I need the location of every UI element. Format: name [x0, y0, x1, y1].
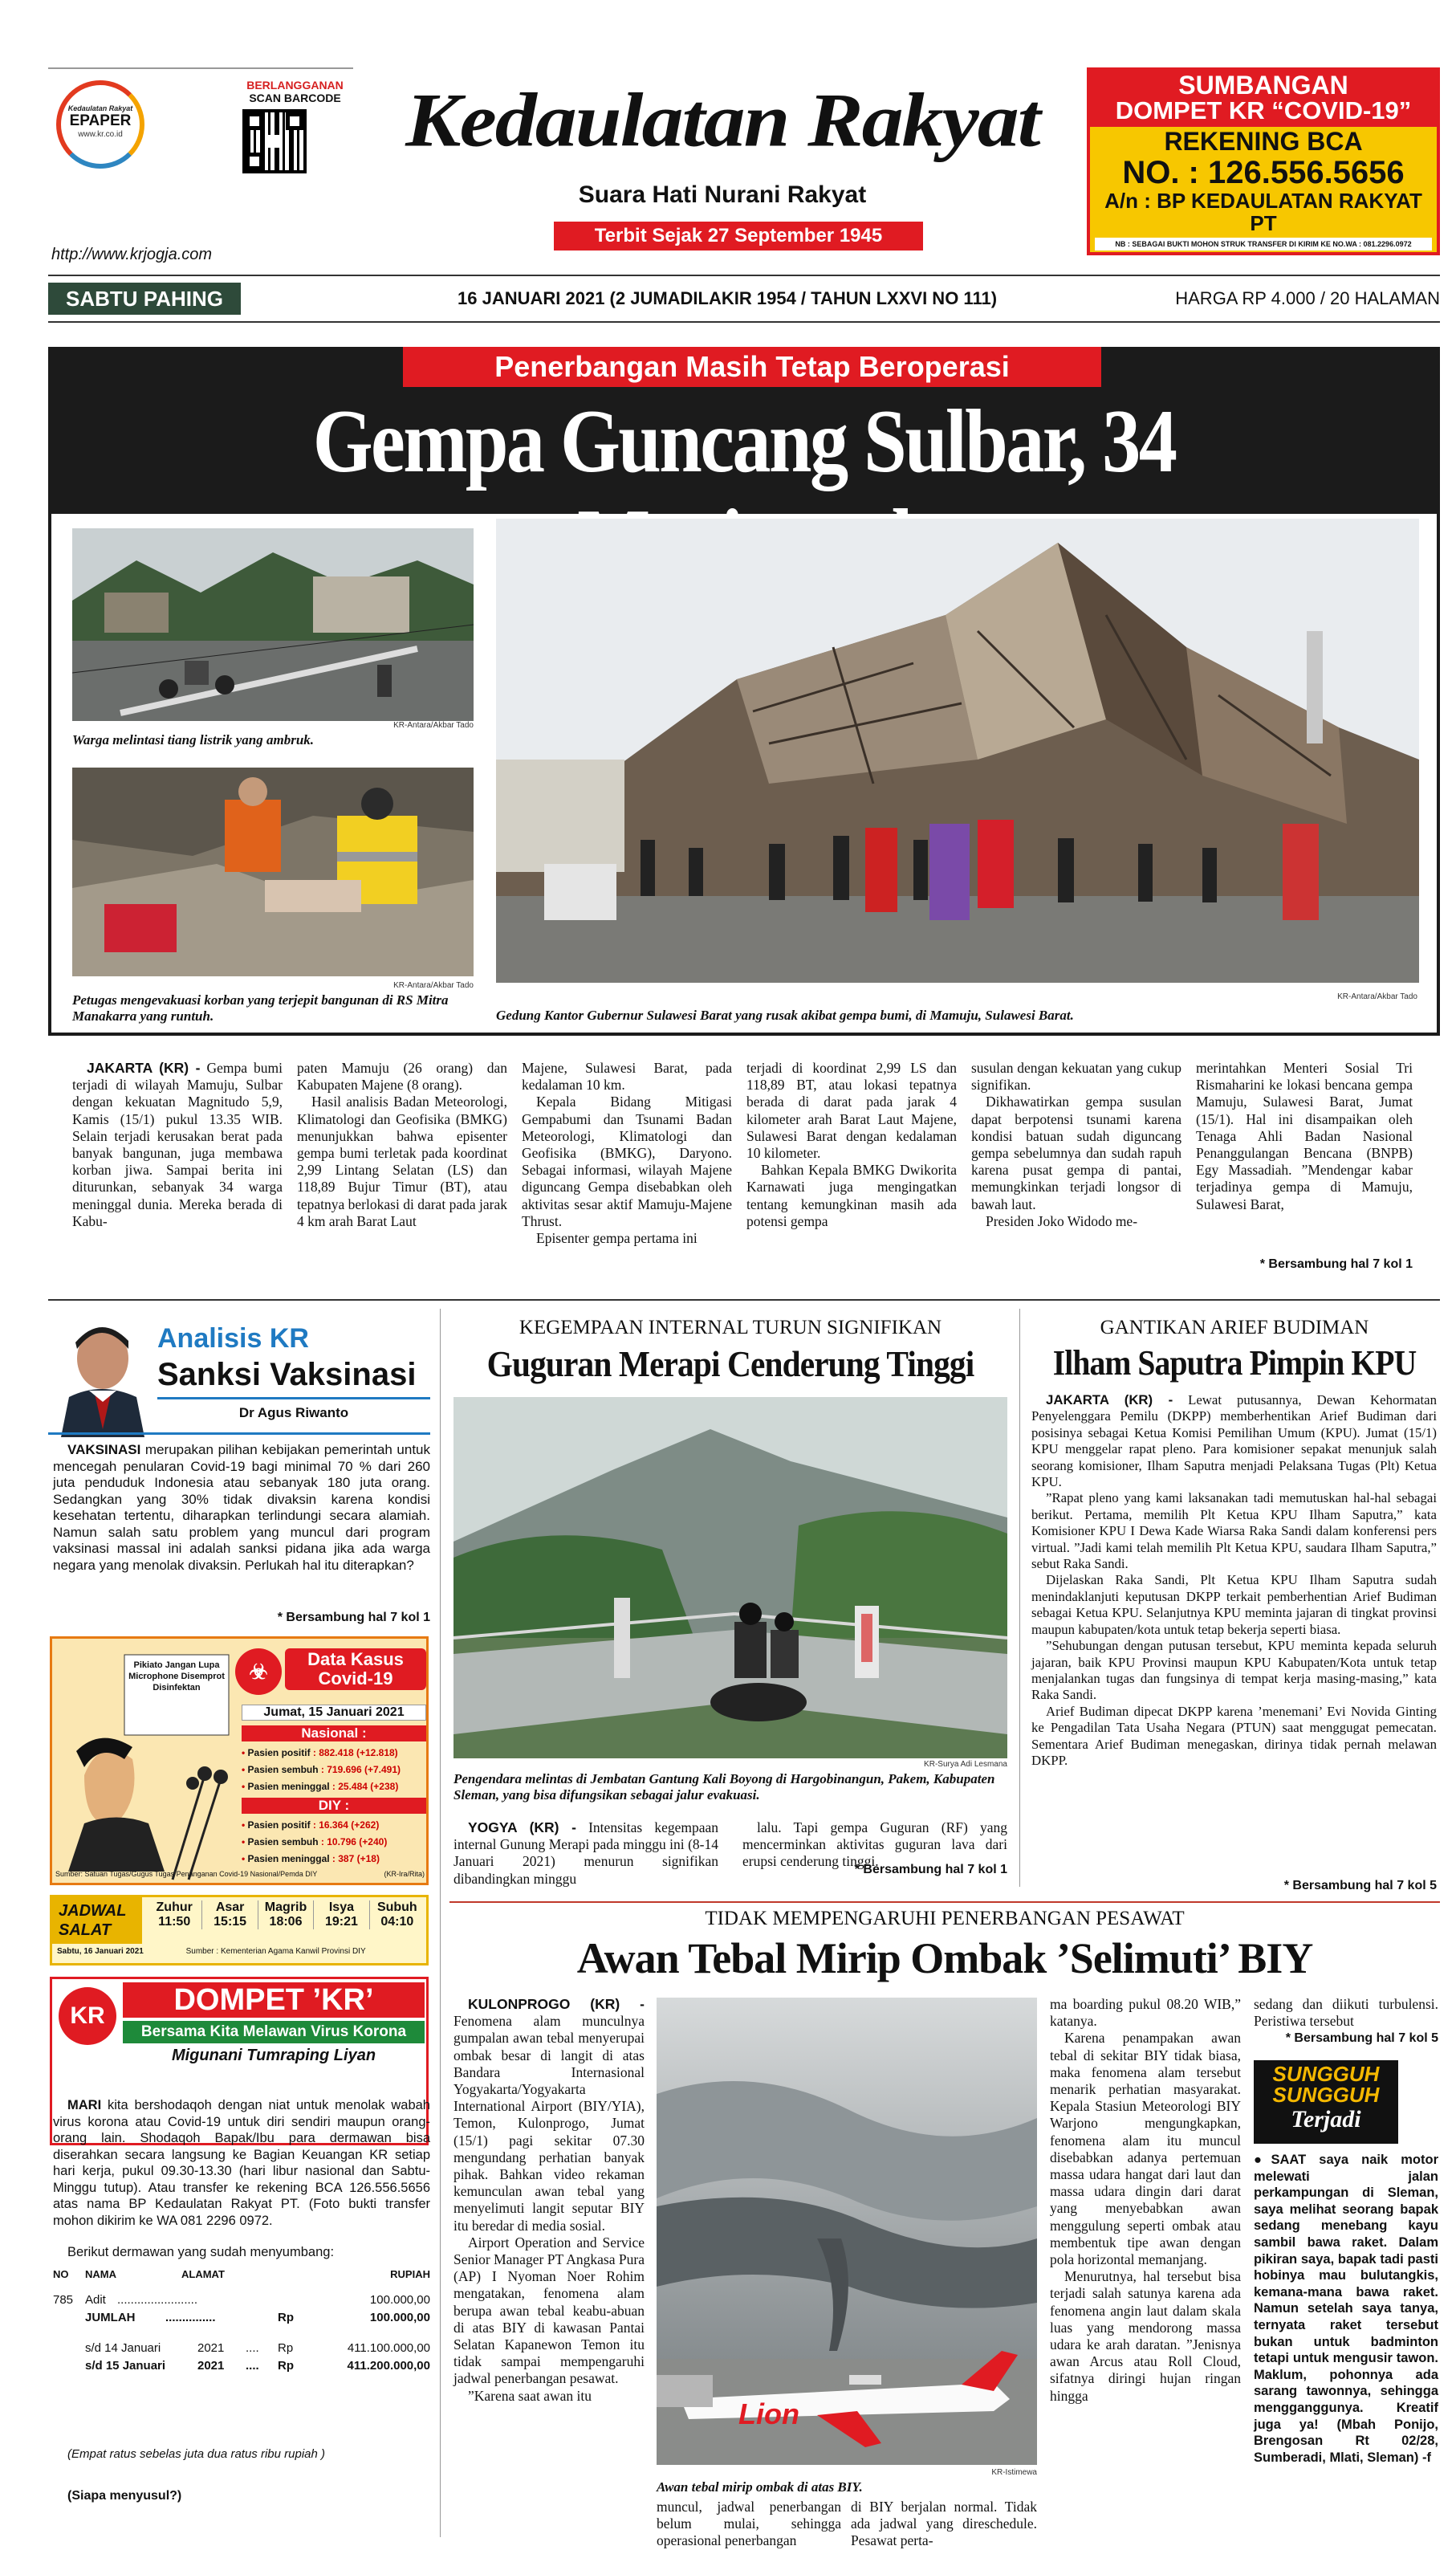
- covid-diy-list: [242, 1817, 426, 1868]
- photo1-credit: KR-Antara/Akbar Tado: [393, 721, 474, 730]
- biy-col-1: KULONPROGO (KR) - Fenomena alam munculnya gumpalan awan tebal menyerupai ombak besar di langit di atas Bandara Internasional Yogyakarta/Yogyakarta International Airport (BIY/YIA), Temon, Kulonprogo, Jumat (15/1) pagi sekitar 07.30 mengundang perhatian banyak pihak. Bahkan video rekaman kemunculan awan tebal yang menyelimuti langit seputar BIY itu beredar di media sosial. Airport Operation and Service Senior Manager PT Angkasa Pura (AP) I Nyoman Noer Rohim mengatakan, fenomena alam berupa awan tebal keabu-abuan di atas BIY di kawasan Pantai Selatan Kapanewon Temon itu tidak sampai mempengaruhi jadwal penerbangan pesawat. ”Karena saat awan itu: [453, 1996, 645, 2404]
- kpu-headline: Ilham Saputra Pimpin KPU: [1052, 1343, 1417, 1383]
- lead-col-1: JAKARTA (KR) - Gempa bumi terjadi di wilayah Mamuju, Sulbar dengan kekuatan Magnitudo 5,9, Kamis (15/1) pukul 13.35 WIB. Selain terjadi kerusakan berat pada banyak bangunan, juga membawa korban jiwa. Sampai berita ini diturunkan, sebanyak 34 warga meninggal dunia. Mereka berada di Kabu-: [72, 1060, 283, 1229]
- analisis-author: Dr Agus Riwanto: [238, 1405, 349, 1420]
- photo3-caption: Gedung Kantor Gubernur Sulawesi Barat yang rusak akibat gempa bumi, di Mamuju, Sulawesi Barat.: [496, 1008, 1074, 1023]
- day-label: SABTU PAHING: [48, 283, 241, 315]
- lead-photo-street: [72, 528, 474, 721]
- lead-continuation[interactable]: * Bersambung hal 7 kol 1: [1259, 1257, 1413, 1271]
- lead-col-2: paten Mamuju (26 orang) dan Kabupaten Majene (8 orang). Hasil analisis Badan Meteorologi, Klimatologi dan Geofisika (BMKG) menunjukkan bahwa episenter gempa bumi terletak pada koordinat 2,99 Lintang Selatan (LS) dan 118,89 Bujur Timur (BT), atau tepatnya berlokasi di darat pada jarak 4 km arah Barat Laut: [297, 1060, 507, 1229]
- biy-col-4: sedang dan diikuti turbulensi. Peristiwa tersebut: [1254, 1996, 1438, 2030]
- merapi-col-1: YOGYA (KR) - Intensitas kegempaan internal Gunung Merapi pada minggu ini (8-14 Januari 2021) menurun signifikan dibandingkan minggu: [453, 1819, 718, 1887]
- covid-row: • Pasien sembuh : 719.696 (+7.491): [242, 1764, 401, 1775]
- merapi-col-2: lalu. Tapi gempa Guguran (RF) yang mencerminkan aktivitas guguran lava dari erupsi cenderung tinggi.: [742, 1819, 1007, 1870]
- covid-nasional-list: [242, 1745, 426, 1795]
- price: HARGA RP 4.000 / 20 HALAMAN: [1175, 288, 1440, 308]
- epaper-url: www.kr.co.id: [78, 130, 123, 139]
- analisis-continuation[interactable]: * Bersambung hal 7 kol 1: [277, 1611, 430, 1624]
- biy-credit: KR-Istimewa: [991, 2468, 1037, 2477]
- covid-diy: DIY :: [242, 1798, 426, 1814]
- covid-title: Data Kasus Covid-19: [285, 1648, 426, 1690]
- analisis-body: VAKSINASI merupakan pilihan kebijakan pemerintah untuk mencegah penularan Covid-19 bagi minimal 70 % dari 260 juta penduduk Indonesia atau sebanyak 180 juta orang. Sedangkan yang 30% tidak divaksin karena kondisi kesehatan tertentu, diharapkan terlindungi secara alamiah. Namun salah satu problem yang muncul dari program vaksinasi massal ini adalah sanksi pidana jika ada warga negara yang menolak divaksin. Perlukah hal itu diterapkan?: [53, 1442, 430, 1573]
- covid-row: • Pasien meninggal : 387 (+18): [242, 1853, 380, 1864]
- merapi-credit: KR-Surya Adi Lesmana: [924, 1760, 1007, 1769]
- biy-kicker: TIDAK MEMPENGARUHI PENERBANGAN PESAWAT: [705, 1908, 1185, 1929]
- sungguh-logo: SUNGGUH SUNGGUH Terjadi: [1254, 2060, 1398, 2144]
- photo1-caption: Warga melintasi tiang listrik yang ambruk.: [72, 732, 315, 747]
- merapi-kicker: KEGEMPAAN INTERNAL TURUN SIGNIFIKAN: [519, 1317, 942, 1338]
- epaper-logo[interactable]: [56, 80, 144, 169]
- covid-row: • Pasien positif : 16.364 (+262): [242, 1819, 380, 1831]
- dompet-title: DOMPET ’KR’: [123, 1982, 425, 2018]
- salat-table: Zuhur 11:50 Asar 15:15 Magrib 18:06 Isya 19:21 Subuh 04:10: [147, 1900, 425, 1929]
- dompet-words: (Empat ratus sebelas juta dua ratus ribu rupiah ): [67, 2447, 325, 2461]
- cartoon-sign: Pikiato Jangan Lupa Microphone Disemprot Disinfektan: [128, 1660, 225, 1693]
- issue-date: 16 JANUARI 2021 (2 JUMADILAKIR 1954 / TAHUN LXXVI NO 111): [458, 288, 998, 308]
- site-url[interactable]: http://www.krjogja.com: [51, 246, 213, 263]
- biy-col-3: ma boarding pukul 08.20 WIB,” katanya. Karena penampakan awan tebal di sekitar BIY tidak biasa, maka fenomena alam tersebut menarik perhatian masyarakat. Kepala Stasiun Meteorologi BIY Warjono mengungkapkan, fenomena alam itu muncul disebabkan adanya pertemuan massa udara hangat dari laut dan massa udara dingin dari darat yang menyebabkan awan menggulung seperti ombak atau membentuk tipe awan dengan pola horizontal memanjang. Menurutnya, hal tersebut bisa terjadi salah satunya karena ada fenomena angin laut dalam skala luas yang mendorong massa udara ke arah daratan. ”Jenisnya awan Arcus atau Roll Cloud, sifatnya diringi hujan ringan hingga: [1050, 1996, 1241, 2404]
- dompet-motto: Migunani Tumraping Liyan: [171, 2047, 376, 2064]
- covid-source: Sumber: Satuan Tugas/Gugus Tugas Penanganan Covid-19 Nasional/Pemda DIY (KR-Ira/Rita): [55, 1870, 425, 1878]
- analisis-label: Analisis KR: [157, 1323, 309, 1354]
- subscribe-text: BERLANGGANAN SCAN BARCODE: [246, 79, 344, 104]
- kpu-body: JAKARTA (KR) - Lewat putusannya, Dewan Kehormatan Penyelenggara Pemilu (DKPP) memberhentikan Arief Budiman dari posisinya sebagai Ketua Komisi Pemilihan Umum (KPU). Jumat (15/1) KPU menggelar rapat pleno. Para komisioner sepakat menunjuk salah seorang komisioner, Ilham Saputra menjadi Pelaksana Tugas (Plt) Ketua KPU. ”Rapat pleno yang kami laksanakan tadi memutuskan hal-hal sebagai berikut. Pertama, memilih Plt Ketua KPU Ilham Saputra,” kata Komisioner KPU I Dewa Kade Wiarsa Raka Sandi dalam konferensi pers virtual. ”Jadi kami telah memilih Plt Ketua KPU, saudara Ilham Saputra,” sebut Raka Sandi. Dijelaskan Raka Sandi, Plt Ketua KPU Ilham Saputra sudah menindaklanjuti keputusan DKPP terkait pemberhentian Arief Budiman sebagai Ketua KPU. Selanjutnya KPU meminta jajaran di tingkat provinsi maupun kabupaten/kota untuk tetap bekerja seperti biasa. ”Sehubungan dengan putusan tersebut, KPU meminta kepada seluruh jajaran, baik KPU Provinsi maupun KPU Kabupaten/Kota untuk tetap menjalankan tugas dan fungsinya di tempat kerja masing-masing,” kata Raka Sandi. Arief Budiman dipecat DKPP karena ’menemani’ Evi Novida Ginting ke Pengadilan Tata Usaha Negara (PTUN) saat menggugat pemecatan. Sementara Arief Budiman menegaskan, dirinya tidak pernah melawan DKPP.: [1031, 1392, 1437, 1768]
- lead-col-4: terjadi di koordinat 2,99 LS dan 118,89 BT, atau lokasi tepatnya berada di darat pada jarak 4 kilometer arah Barat Laut Majene, Sulawesi Barat dengan kedalaman 10 kilometer. Bahkan Kepala BMKG Dwikorita Karnawati juga mengingatkan tentang kemungkinan masih ada potensi gempa: [746, 1060, 957, 1229]
- sungguh-body: ●SAAT saya naik motor melewati jalan perkampungan di Sleman, saya melihat seorang bapak sedang menebang kayu sambil bawa raket. Dalam pikiran saya, bapak tadi pasti hobinya mau bulutangkis, kemana-mana bawa raket. Namun setelah saya tanya, ternyata raket tersebut bukan untuk badminton tetapi untuk mengusir tawon. Maklum, pohonnya ada sarang tawonnya, sehingga mengganggunya. Kreatif juga ya! (Mbah Ponijo, Brengosan Rt 02/28, Sumberadi, Mlati, Sleman) -f: [1254, 2153, 1438, 2465]
- biy-headline: Awan Tebal Mirip Ombak ’Selimuti’ BIY: [576, 1934, 1313, 1982]
- donation-ad: SUMBANGAN DOMPET KR “COVID-19” REKENING BCA NO. : 126.556.5656 A/n : BP KEDAULATAN RAKYAT PT NB : SEBAGAI BUKTI MOHON STRUK TRANSFER DI KIRIM KE NO.WA : 081.2296.0972: [1087, 67, 1440, 255]
- masthead-tagline: Suara Hati Nurani Rakyat: [578, 181, 867, 208]
- lead-kicker: Penerbangan Masih Tetap Beroperasi: [403, 347, 1101, 387]
- salat-footer: Sabtu, 16 Januari 2021 Sumber : Kementerian Agama Kanwil Provinsi DIY: [57, 1947, 366, 1956]
- lead-headline: Gempa Guncang Sulbar, 34: [312, 392, 1176, 491]
- lead-photo-building: [496, 519, 1419, 983]
- covid-row: • Pasien positif : 882.418 (+12.818): [242, 1747, 398, 1758]
- dompet-logo-icon: KR: [59, 1987, 116, 2045]
- kpu-continuation[interactable]: * Bersambung hal 7 kol 5: [1283, 1879, 1437, 1892]
- plane-brand: Lion: [738, 2397, 799, 2430]
- lead-col-3: Majene, Sulawesi Barat, pada kedalaman 10 km. Kepala Bidang Mitigasi Gempabumi dan Tsunami Badan Meteorologi, Klimatologi dan Geofisika (BMKG), Daryono. Sebagai informasi, wilayah Majene diguncang Gempa disebabkan oleh aktivitas sesar aktif Mamuju-Majene Thrust. Episenter gempa pertama ini: [522, 1060, 732, 1247]
- biy-under-2: di BIY berjalan normal. Tidak ada jadwal yang direschedule. Pesawat perta-: [851, 2499, 1037, 2549]
- merapi-continuation[interactable]: * Bersambung hal 7 kol 1: [854, 1863, 1007, 1876]
- biy-photo: [657, 1998, 1037, 2465]
- kpu-kicker: GANTIKAN ARIEF BUDIMAN: [1100, 1317, 1369, 1338]
- analisis-portrait: [53, 1317, 149, 1437]
- lead-col-5: susulan dengan kekuatan yang cukup signifikan. Dikhawatirkan gempa susulan dapat berpotensi tsunami karena kondisi batuan sudah diguncang gempa sebelumnya dan sudah rapuh karena pusat gempa di pantai, memungkinkan terjadi longsor di bawah laut. Presiden Joko Widodo me-: [971, 1060, 1181, 1229]
- merapi-photo: [453, 1397, 1007, 1758]
- photo2-credit: KR-Antara/Akbar Tado: [393, 981, 474, 990]
- qr-code[interactable]: [242, 109, 307, 173]
- covid-date: Jumat, 15 Januari 2021: [242, 1705, 426, 1721]
- photo2-caption: Petugas mengevakuasi korban yang terjepit bangunan di RS Mitra Manakarra yang runtuh.: [72, 992, 449, 1024]
- photo3-credit: KR-Antara/Akbar Tado: [1337, 992, 1417, 1001]
- biy-continuation[interactable]: * Bersambung hal 7 kol 5: [1285, 2031, 1438, 2045]
- covid-nasional: Nasional :: [242, 1725, 426, 1741]
- dompet-list-intro: Berikut dermawan yang sudah menyumbang:: [67, 2245, 335, 2259]
- masthead-title: Kedaulatan Rakyat: [405, 77, 1039, 163]
- lead-col-6: merintahkan Menteri Sosial Tri Rismaharini ke lokasi bencana gempa Mamuju, Sulawesi Barat, Jumat (15/1). Hal ini disampaikan oleh Tenaga Ahli Badan Nasional Penanggulangan Bencana (BNPB) Egy Massadiah. ”Mendengar kabar terjadinya gempa di Mamuju, Sulawesi Barat,: [1196, 1060, 1413, 1212]
- covid-logo-icon: ☣: [235, 1648, 282, 1695]
- biy-under-1: muncul, jadwal penerbangan belum mulai, sehingga operasional penerbangan: [657, 2499, 841, 2549]
- analisis-title: Sanksi Vaksinasi: [157, 1357, 417, 1392]
- merapi-headline: Guguran Merapi Cenderung Tinggi: [486, 1343, 974, 1384]
- dompet-row: 785 Adit ........................ 100.000,00: [53, 2293, 430, 2307]
- merapi-caption: Pengendara melintas di Jembatan Gantung Kali Boyong di Hargobinangun, Pakem, Kabupaten Sleman, yang bisa difungsikan sebagai jalur evakuasi.: [453, 1771, 995, 1803]
- epaper-brand: Kedaulatan Rakyat: [67, 104, 133, 112]
- covid-box: [50, 1636, 429, 1885]
- dompet-next: (Siapa menyusul?): [67, 2489, 182, 2503]
- covid-row: • Pasien sembuh : 10.796 (+240): [242, 1836, 388, 1847]
- biy-caption: Awan tebal mirip ombak di atas BIY.: [657, 2479, 863, 2495]
- dompet-subtitle: Bersama Kita Melawan Virus Korona: [123, 2021, 425, 2043]
- since-banner: Terbit Sejak 27 September 1945: [554, 222, 923, 251]
- dompet-body: MARI kita bershodaqoh dengan niat untuk menolak wabah virus korona atau Covid-19 untuk diri sendiri maupun orang-orang lain. Shodaqoh Bapak/Ibu para dermawan bisa diserahkan secara langsung ke Bagian Keuangan KR setiap hari kerja, pukul 09.30-13.30 (hari libur nasional dan Sabtu-Minggu tutup). Atau transfer ke rekening BCA 126.556.5656 atas nama BP Kedaulatan Rakyat PT. (Foto bukti transfer mohon dikirim ke WA 081 2296 0972.: [53, 2098, 430, 2228]
- covid-row: • Pasien meninggal : 25.484 (+238): [242, 1781, 399, 1792]
- salat-title: JADWAL SALAT: [52, 1897, 142, 1944]
- lead-photo-rescue: [72, 768, 474, 976]
- dompet-table: NO NAMA ALAMAT RUPIAH 785 Adit ........................ 100.000,00 JUMLAH ............... Rp 100.000,00 s/d 14 Januari 2021 .... Rp 411.100.000,00 s/d 15 Januari 2021 .... Rp 411.200.000,00: [53, 2268, 430, 2373]
- salat-box: [50, 1895, 429, 1965]
- epaper-label: EPAPER: [69, 112, 132, 129]
